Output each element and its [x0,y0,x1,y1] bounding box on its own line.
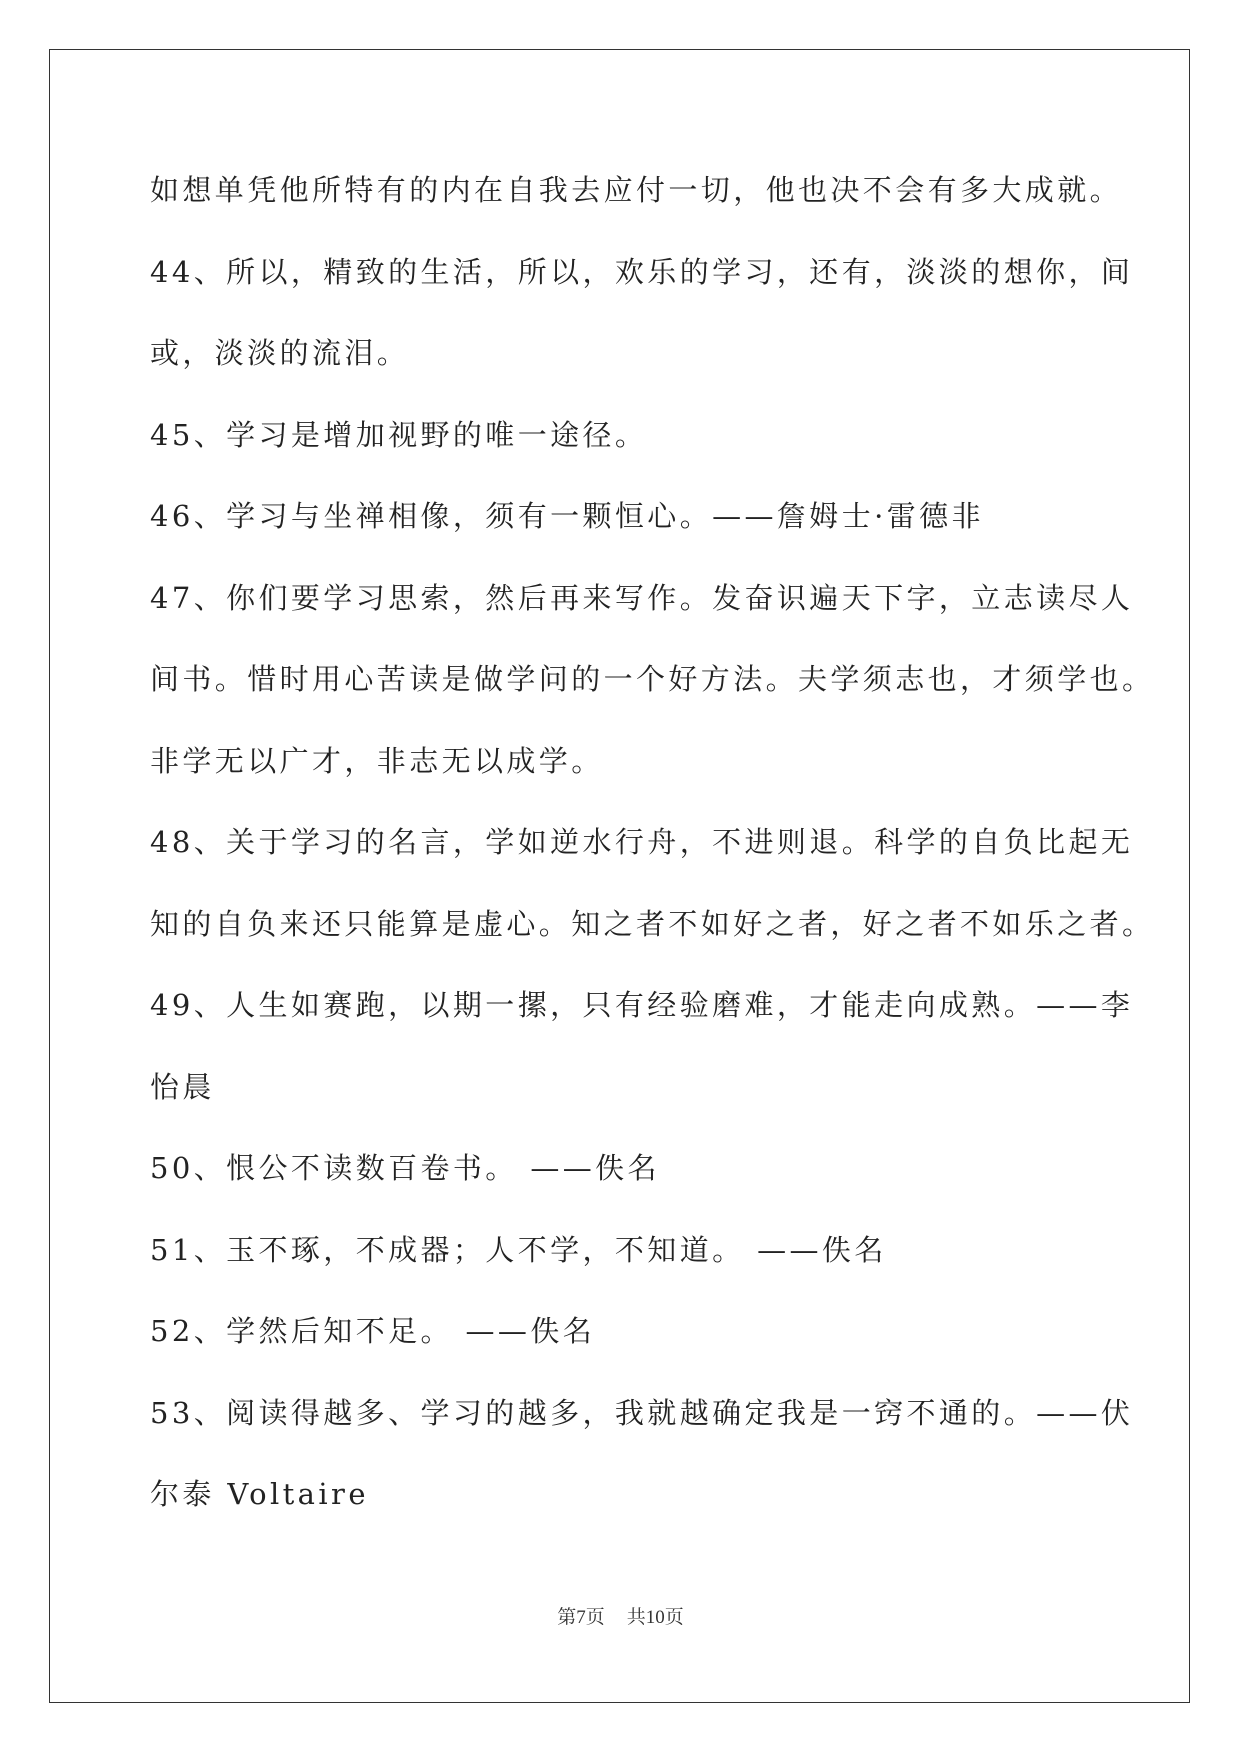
text-line: 怡晨 [150,1069,215,1104]
document-body [150,150,1155,1536]
text-line: 50、恨公不读数百卷书。 ——佚名 [150,1151,660,1185]
text-line: 47、你们要学习思索，然后再来写作。发奋识遍天下字，立志读尽人 [150,580,1134,615]
text-line: 间书。惜时用心苦读是做学问的一个好方法。夫学须志也，才须学也。 [150,662,1155,696]
page-footer [0,1602,1241,1629]
text-line: 51、玉不琢，不成器；人不学，不知道。 ——佚名 [150,1232,887,1267]
text-line: 非学无以广才，非志无以成学。 [150,743,604,778]
text-line: 52、学然后知不足。 ——佚名 [150,1314,596,1348]
text-line: 49、人生如赛跑，以期一摞，只有经验磨难，才能走向成熟。——李 [150,988,1134,1022]
text-line: 45、学习是增加视野的唯一途径。 [150,417,648,452]
text-line: 44、所以，精致的生活，所以，欢乐的学习，还有，淡淡的想你，间 [150,254,1134,289]
text-line: 46、学习与坐禅相像，须有一颗恒心。——詹姆士·雷德非 [150,499,984,533]
text-line: 48、关于学习的名言，学如逆水行舟，不进则退。科学的自负比起无 [150,825,1134,859]
page-number-total: 共10页 [626,1607,684,1628]
text-line: 尔泰 Voltaire [150,1477,369,1511]
text-line: 如想单凭他所特有的内在自我去应付一切，他也决不会有多大成就。 [150,173,1123,207]
text-line: 知的自负来还只能算是虚心。知之者不如好之者，好之者不如乐之者。 [150,906,1155,941]
text-line: 53、阅读得越多、学习的越多，我就越确定我是一窍不通的。——伏 [150,1395,1134,1430]
page-number-current: 第7页 [557,1607,605,1628]
text-line: 或，淡淡的流泪。 [150,336,410,370]
